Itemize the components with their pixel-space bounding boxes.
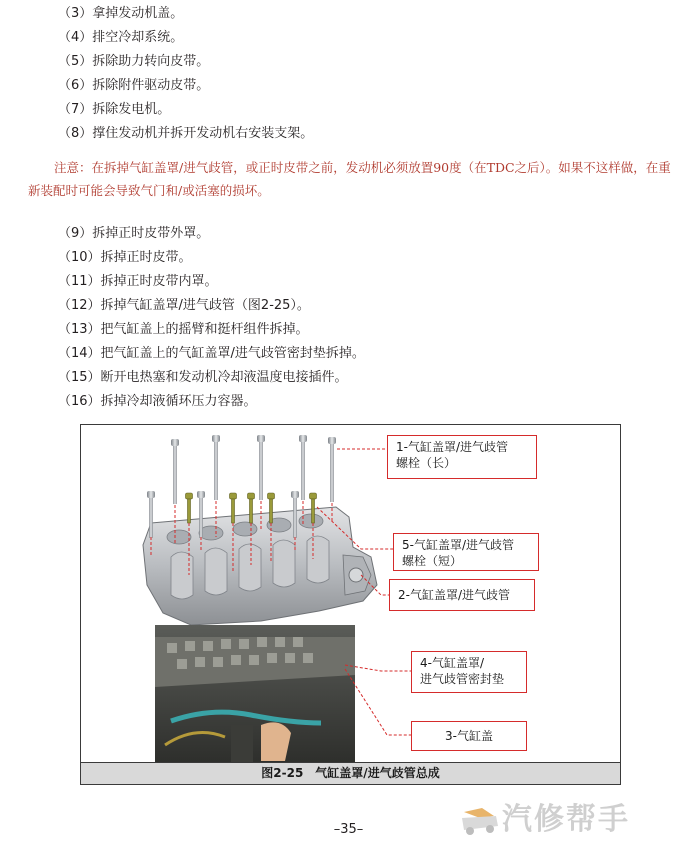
page-number: –35– [333,822,364,837]
callout-3-line1: 3-气缸盖 [445,729,493,743]
callout-5-line1: 5-气缸盖罩/进气歧管 [402,538,515,552]
step-14: （14）把气缸盖上的气缸盖罩/进气歧管密封垫拆掉。 [58,346,365,361]
step-11: （11）拆掉正时皮带内罩。 [58,274,218,289]
step-12: （12）拆掉气缸盖罩/进气歧管（图2-25）。 [58,298,310,313]
step-6: （6）拆除附件驱动皮带。 [58,78,210,93]
step-10: （10）拆掉正时皮带。 [58,250,192,265]
callout-1-long-bolts [387,435,537,479]
step-13: （13）把气缸盖上的摇臂和挺杆组件拆掉。 [58,322,309,337]
callout-2-line1: 2-气缸盖罩/进气歧管 [398,588,511,602]
figure-2-25 [80,424,621,785]
engine-illustration [81,425,622,786]
step-5: （5）拆除助力转向皮带。 [58,54,210,69]
engine-photo [155,625,355,765]
step-7: （7）拆除发电机。 [58,102,171,117]
step-3: （3）拿掉发动机盖。 [58,6,184,21]
step-16: （16）拆掉冷却液循环压力容器。 [58,394,257,409]
car-logo-icon [460,802,500,838]
callout-3-cylinder-head [411,721,527,751]
step-15: （15）断开电热塞和发动机冷却液温度电接插件。 [58,370,348,385]
callout-4-gasket [411,651,527,693]
callout-5-short-bolts [393,533,539,571]
step-4: （4）排空冷却系统。 [58,30,184,45]
callout-2-manifold [389,579,535,611]
step-9: （9）拆掉正时皮带外罩。 [58,226,210,241]
callout-4-line1: 4-气缸盖罩/ [420,656,485,670]
callout-1-line2: 螺栓（长） [396,456,457,470]
manifold-cover [143,507,377,625]
figure-caption: 图2-25 气缸盖罩/进气歧管总成 [81,762,620,784]
callout-1-line1: 1-气缸盖罩/进气歧管 [396,440,509,454]
watermark-text: 汽修帮手 [502,802,630,837]
caution-note: 注意：在拆掉气缸盖罩/进气歧管，或正时皮带之前，发动机必须放置90度（在TDC之后）。如果不这样做，在重新装配时可能会导致气门和/或活塞的损坏。 [28,160,671,198]
callout-4-line2: 进气歧管密封垫 [420,672,505,686]
callout-5-line2: 螺栓（短） [402,554,463,568]
step-8: （8）撑住发动机并拆开发动机右安装支架。 [58,126,314,141]
watermark [460,800,690,840]
